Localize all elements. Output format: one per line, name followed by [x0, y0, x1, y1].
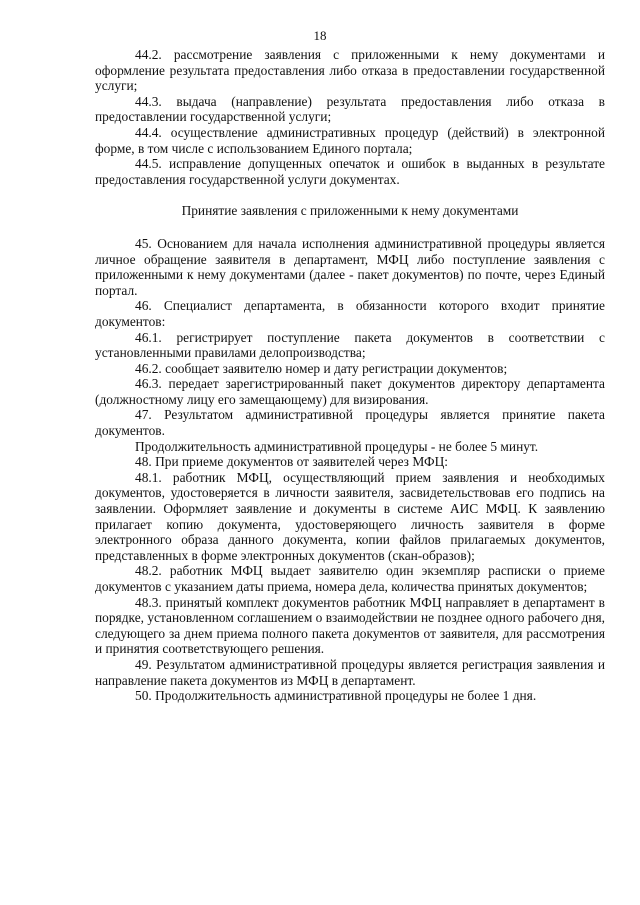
paragraph-48: 48. При приеме документов от заявителей через МФЦ:: [135, 454, 449, 470]
paragraph-44-4: 44.4. осуществление административных процедур (действий) в электронной форме, в том числе с использованием Единого портала;: [95, 124, 605, 156]
paragraph-duration-5-min: Продолжительность административной процедуры - не более 5 минут.: [135, 438, 539, 454]
paragraph-47: 47. Результатом административной процедуры является принятие пакета документов.: [95, 407, 605, 439]
paragraph-46: 46. Специалист департамента, в обязанности которого входит принятие документов:: [95, 298, 605, 329]
paragraph-46-3: 46.3. передает зарегистрированный пакет документов директору департамента (должностному лицу его замещающему) для визирования.: [95, 376, 605, 407]
paragraph-50: 50. Продолжительность административной процедуры не более 1 дня.: [135, 688, 537, 704]
paragraph-46-1: 46.1. регистрирует поступление пакета документов в соответствии с установленными правилами делопроизводства;: [95, 329, 605, 361]
paragraph-44-3: 44.3. выдача (направление) результата предоставления либо отказа в предоставлении государственной услуги;: [95, 93, 605, 125]
document-body: [95, 47, 605, 704]
paragraph-48-3: 48.3. принятый комплект документов работник МФЦ направляет в департамент в порядке, установленном соглашением о взаимодействии не позднее одного рабочего дня, следующего за днем приема полного пакета документов от заявителя, для рассмотрения и принятия соответствующего решения.: [95, 594, 605, 657]
paragraph-48-2: 48.2. работник МФЦ выдает заявителю один экземпляр расписки о приеме документов с указанием даты приема, номера дела, количества принятых документов;: [95, 563, 605, 594]
section-heading: Принятие заявления с приложенными к нему документами: [181, 203, 519, 219]
paragraph-49: 49. Результатом административной процедуры является регистрация заявления и направление пакета документов из МФЦ в департамент.: [95, 656, 605, 688]
paragraph-48-1: 48.1. работник МФЦ, осуществляющий прием заявления и необходимых документов, удостоверяется в личности заявителя, засвидетельствовав его подпись на заявлении. Оформляет заявление и документы в системе АИС МФЦ. К заявлению прилагает копию документа, удостоверяющего личность заявителя в форме электронного образа данного документа, копии файлов прилагаемых документов, представленных в форме электронных документов (скан-образов);: [95, 469, 605, 563]
page-number: 18: [313, 28, 327, 43]
paragraph-44-2: 44.2. рассмотрение заявления с приложенными к нему документами и оформление результата предоставления либо отказа в предоставлении государственной услуги;: [95, 47, 605, 94]
paragraph-46-2: 46.2. сообщает заявителю номер и дату регистрации документов;: [135, 360, 508, 376]
paragraph-44-5: 44.5. исправление допущенных опечаток и ошибок в выданных в результате предоставления государственной услуги документах.: [95, 156, 605, 187]
paragraph-45: 45. Основанием для начала исполнения административной процедуры является личное обращение заявителя в департамент, МФЦ либо поступление заявления с приложенными к нему документами (далее - пакет документов) по почте, через Единый портал.: [95, 235, 605, 298]
